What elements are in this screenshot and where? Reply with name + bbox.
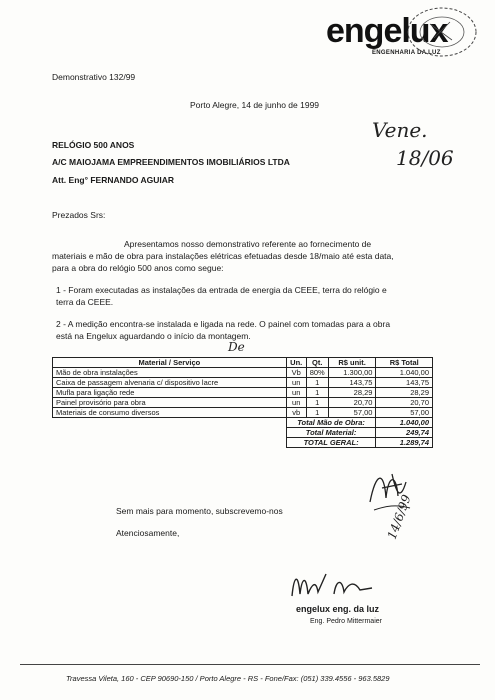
company-tagline: ENGENHARIA DA LUZ (372, 50, 441, 56)
cell-unit-price: 143,75 (328, 378, 376, 388)
item-2-line-1: 2 - A medição encontra-se instalada e ligada na rede. O painel com tomadas para a obra (56, 319, 391, 329)
cell-description: Mufla para ligação rede (53, 388, 287, 398)
handwritten-table-mark: De (228, 340, 245, 354)
cell-unit: Vb (286, 368, 306, 378)
cell-total: 28,29 (376, 388, 433, 398)
date-line: Porto Alegre, 14 de junho de 1999 (190, 100, 320, 110)
col-header: R$ unit. (328, 358, 376, 368)
closing-salutation: Atenciosamente, (116, 528, 180, 538)
closing-line: Sem mais para momento, subscrevemo-nos (116, 506, 283, 516)
cell-total: 143,75 (376, 378, 433, 388)
total-row (53, 428, 433, 438)
item-1-line-2: terra da CEEE. (56, 297, 114, 307)
footer-address: Travessa Vileta, 160 - CEP 90690-150 / Porto Alegre - RS - Fone/Fax: (051) 339.4556 - 963.5829 (66, 674, 390, 683)
cell-description: Materiais de consumo diversos (53, 408, 287, 418)
total-labor-label: Total Mão de Obra: (286, 418, 376, 428)
handwritten-note: Vene. (372, 118, 428, 142)
total-material-value: 249,74 (376, 428, 433, 438)
item-2-line-2: está na Engelux aguardando o início da montagem. (56, 331, 251, 341)
item-1-line-1: 1 - Foram executadas as instalações da entrada de energia da CEEE, terra do relógio e (56, 285, 387, 295)
grand-total-label: TOTAL GERAL: (286, 438, 376, 448)
cell-description: Painel provisório para obra (53, 398, 287, 408)
table-row (53, 378, 433, 388)
handwritten-signature (286, 566, 406, 602)
cell-unit-price: 28,29 (328, 388, 376, 398)
cell-unit: vb (286, 408, 306, 418)
cell-description: Mão de obra instalações (53, 368, 287, 378)
audit-stamp (400, 4, 480, 64)
cell-unit-price: 1.300,00 (328, 368, 376, 378)
grand-total-value: 1.289,74 (376, 438, 433, 448)
cell-total: 20,70 (376, 398, 433, 408)
cell-quantity: 80% (306, 368, 328, 378)
intro-line-2: materiais e mão de obra para instalações elétricas efetuadas desde 18/maio até esta data, (52, 251, 394, 261)
items-table (52, 357, 433, 448)
signatory-company: engelux eng. da luz (296, 604, 380, 614)
recipient-attention: Att. Eng° FERNANDO AGUIAR (52, 175, 175, 185)
intro-line-1: Apresentamos nosso demonstrativo referente ao fornecimento de (124, 239, 372, 249)
total-row (53, 418, 433, 428)
cell-total: 1.040,00 (376, 368, 433, 378)
total-material-label: Total Material: (286, 428, 376, 438)
intro-line-3: para a obra do relógio 500 anos como segue: (52, 263, 224, 273)
total-row (53, 438, 433, 448)
recipient-project: RELÓGIO 500 ANOS (52, 140, 135, 150)
col-header: Qt. (306, 358, 328, 368)
footer-divider (20, 664, 480, 665)
recipient-company: A/C MAIOJAMA EMPREENDIMENTOS IMOBILIÁRIOS LTDA (52, 157, 290, 167)
cell-total: 57,00 (376, 408, 433, 418)
document-reference: Demonstrativo 132/99 (52, 72, 136, 82)
cell-description: Caixa de passagem alvenaria c/ dispositivo lacre (53, 378, 287, 388)
col-header: R$ Total (376, 358, 433, 368)
table-row (53, 388, 433, 398)
table-row (53, 368, 433, 378)
table-row (53, 398, 433, 408)
cell-unit: un (286, 388, 306, 398)
greeting: Prezados Srs: (52, 210, 106, 220)
cell-unit: un (286, 378, 306, 388)
col-header: Un. (286, 358, 306, 368)
initials-date: 14/6/99 (384, 492, 414, 542)
total-labor-value: 1.040,00 (376, 418, 433, 428)
cell-unit: un (286, 398, 306, 408)
cell-quantity: 1 (306, 408, 328, 418)
signatory-name: Eng. Pedro Mittermaier (310, 618, 382, 625)
cell-quantity: 1 (306, 398, 328, 408)
cell-unit-price: 20,70 (328, 398, 376, 408)
table-row (53, 408, 433, 418)
company-logo: engelux (326, 12, 448, 50)
col-header: Material / Serviço (53, 358, 287, 368)
cell-unit-price: 57,00 (328, 408, 376, 418)
cell-quantity: 1 (306, 388, 328, 398)
table-header-row (53, 358, 433, 368)
cell-quantity: 1 (306, 378, 328, 388)
handwritten-date: 18/06 (396, 146, 454, 170)
